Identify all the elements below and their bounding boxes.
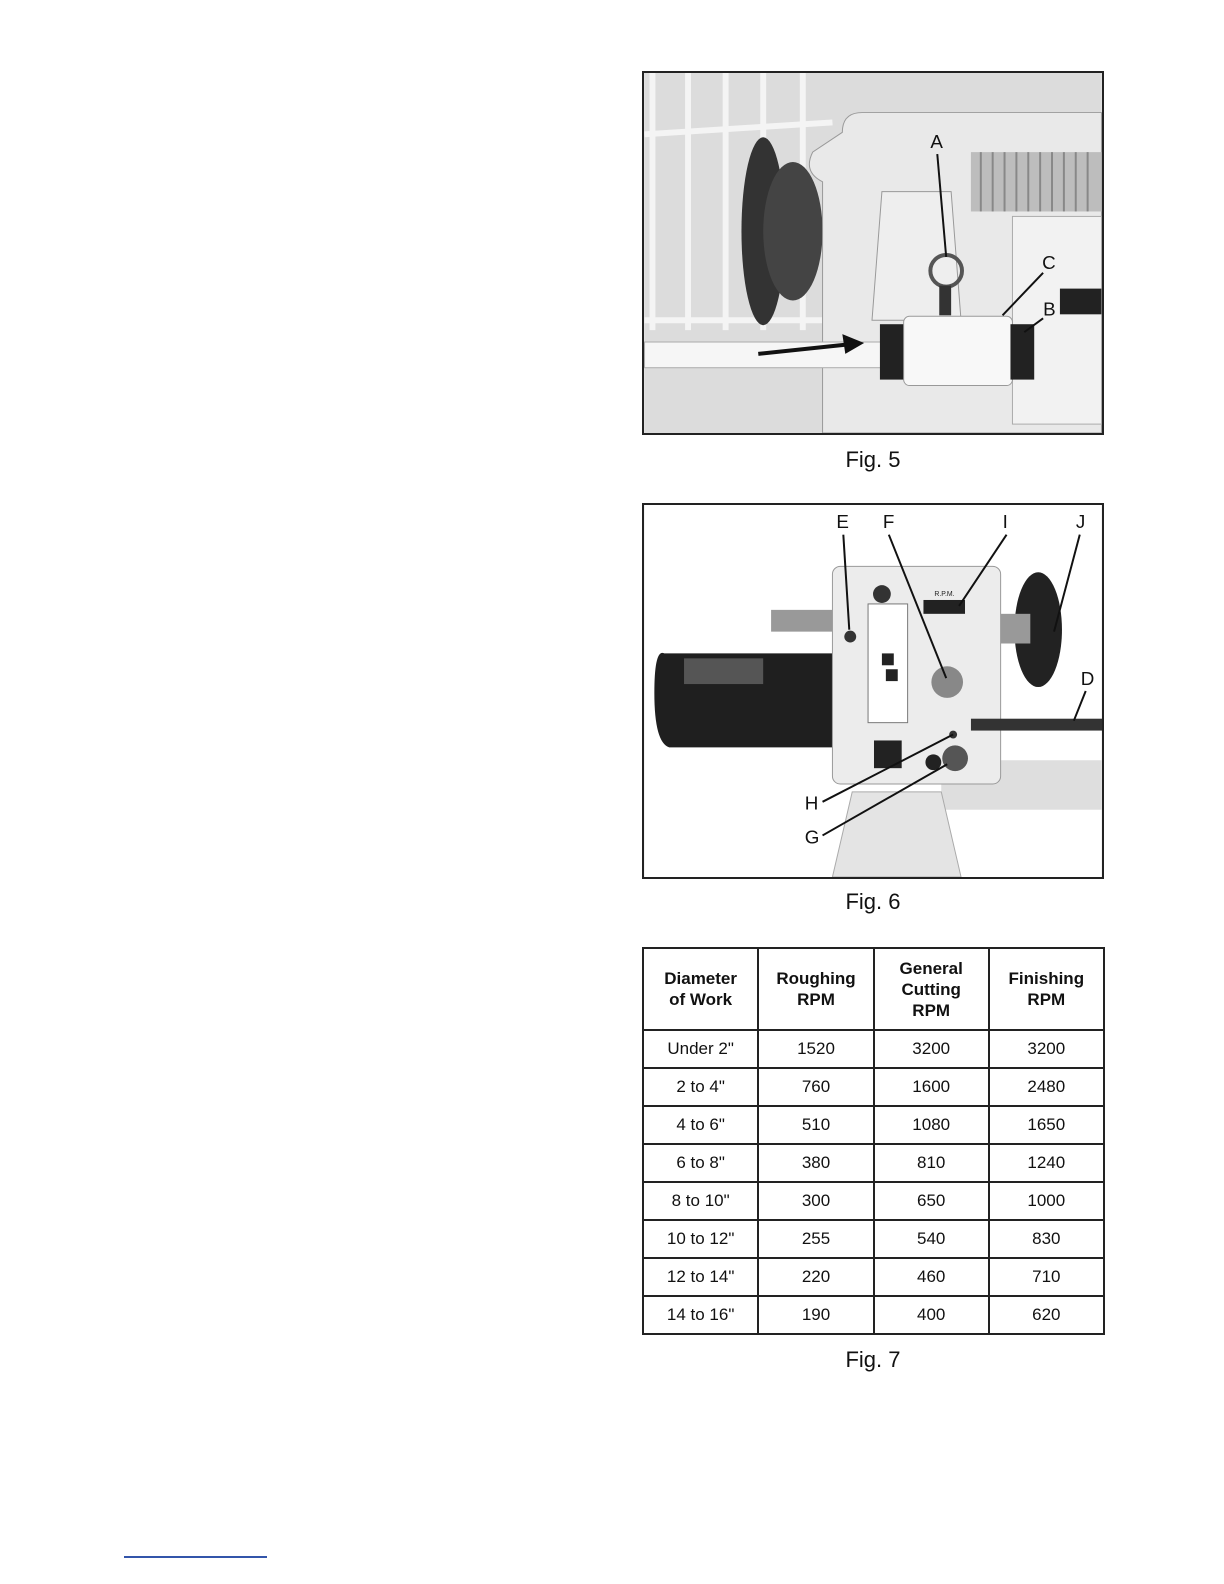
table-row bbox=[643, 1144, 1104, 1182]
callout-h: H bbox=[804, 792, 819, 814]
fig5-illustration bbox=[644, 73, 1102, 433]
table-cell: 220 bbox=[758, 1258, 874, 1296]
table-cell: 1650 bbox=[989, 1106, 1104, 1144]
table-cell: 620 bbox=[989, 1296, 1104, 1334]
table-cell: Under 2" bbox=[643, 1030, 758, 1068]
callout-c: C bbox=[1042, 251, 1056, 273]
table-cell: 510 bbox=[758, 1106, 874, 1144]
table-cell: 400 bbox=[874, 1296, 989, 1334]
header-finishing: Finishing RPM bbox=[989, 948, 1104, 1030]
callout-g: G bbox=[804, 826, 820, 848]
callout-f: F bbox=[882, 510, 895, 532]
table-cell: 2 to 4" bbox=[643, 1068, 758, 1106]
table-cell: 380 bbox=[758, 1144, 874, 1182]
table-header-row bbox=[643, 948, 1104, 1030]
table-cell: 4 to 6" bbox=[643, 1106, 758, 1144]
callout-e: E bbox=[836, 510, 849, 532]
fig6-photo bbox=[642, 503, 1104, 879]
header-diameter: Diameter of Work bbox=[643, 948, 758, 1030]
fig6-illustration bbox=[644, 505, 1102, 877]
fig5-photo bbox=[642, 71, 1104, 435]
table-cell: 3200 bbox=[874, 1030, 989, 1068]
table-cell: 540 bbox=[874, 1220, 989, 1258]
table-cell: 460 bbox=[874, 1258, 989, 1296]
table-cell: 1520 bbox=[758, 1030, 874, 1068]
table-row bbox=[643, 1030, 1104, 1068]
table-row bbox=[643, 1106, 1104, 1144]
callout-a: A bbox=[930, 131, 943, 153]
table-cell: 810 bbox=[874, 1144, 989, 1182]
table-cell: 1240 bbox=[989, 1144, 1104, 1182]
table-cell: 8 to 10" bbox=[643, 1182, 758, 1220]
table-cell: 760 bbox=[758, 1068, 874, 1106]
table-cell: 1600 bbox=[874, 1068, 989, 1106]
table-cell: 830 bbox=[989, 1220, 1104, 1258]
table-cell: 255 bbox=[758, 1220, 874, 1258]
table-cell: 710 bbox=[989, 1258, 1104, 1296]
table-row bbox=[643, 1220, 1104, 1258]
header-general-cutting: General Cutting RPM bbox=[874, 948, 989, 1030]
rpm-display bbox=[923, 600, 965, 614]
callout-i: I bbox=[1002, 510, 1008, 532]
table-cell: 10 to 12" bbox=[643, 1220, 758, 1258]
table-row bbox=[643, 1068, 1104, 1106]
table-row bbox=[643, 1296, 1104, 1334]
rpm-speed-table bbox=[642, 947, 1105, 1335]
table-cell: 300 bbox=[758, 1182, 874, 1220]
footer-rule bbox=[124, 1556, 267, 1558]
table-cell: 2480 bbox=[989, 1068, 1104, 1106]
table-cell: 190 bbox=[758, 1296, 874, 1334]
table-cell: 12 to 14" bbox=[643, 1258, 758, 1296]
rpm-label: R.P.M. bbox=[934, 591, 955, 599]
table-row bbox=[643, 1258, 1104, 1296]
table-cell: 6 to 8" bbox=[643, 1144, 758, 1182]
fig6-caption: Fig. 6 bbox=[845, 889, 901, 914]
table-cell: 1000 bbox=[989, 1182, 1104, 1220]
table-cell: 1080 bbox=[874, 1106, 989, 1144]
speed-knob bbox=[942, 745, 968, 771]
fig5-caption: Fig. 5 bbox=[845, 447, 901, 472]
table-row bbox=[643, 1182, 1104, 1220]
callout-b: B bbox=[1043, 298, 1056, 320]
callout-j: J bbox=[1075, 510, 1086, 532]
callout-d: D bbox=[1080, 668, 1095, 690]
table-cell: 650 bbox=[874, 1182, 989, 1220]
power-switch bbox=[931, 666, 963, 698]
fig7-caption: Fig. 7 bbox=[845, 1347, 901, 1372]
header-roughing: Roughing RPM bbox=[758, 948, 874, 1030]
table-cell: 14 to 16" bbox=[643, 1296, 758, 1334]
table-cell: 3200 bbox=[989, 1030, 1104, 1068]
